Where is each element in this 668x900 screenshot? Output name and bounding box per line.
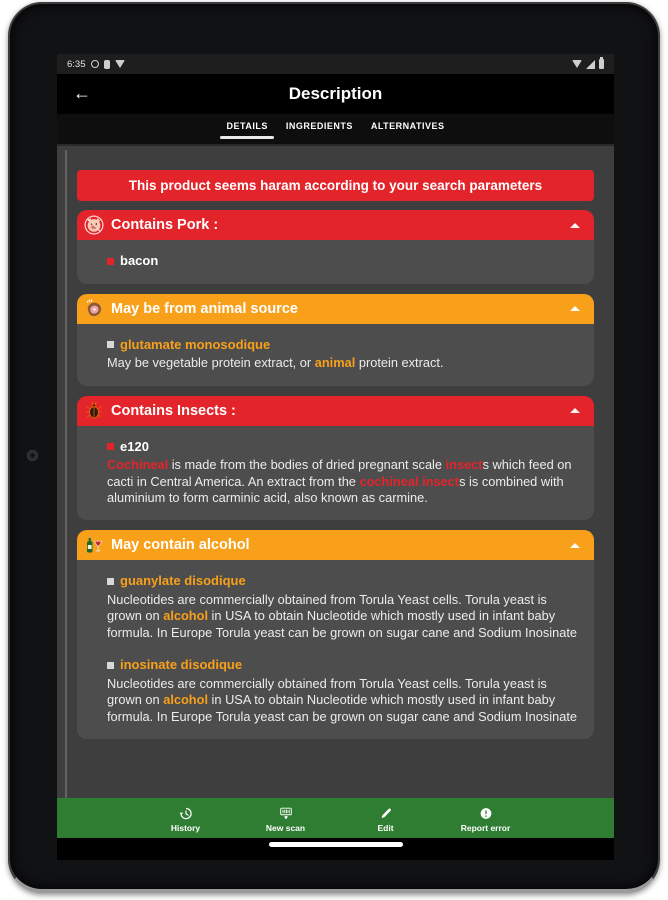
ingredient-name [107, 573, 580, 590]
barcode-scan-icon [277, 805, 295, 821]
section-title: Contains Pork : [111, 217, 219, 233]
report-error-icon [477, 805, 495, 821]
section-may-contain-alcohol [77, 530, 594, 739]
battery-icon [599, 59, 604, 69]
wifi-icon [572, 60, 582, 68]
history-icon [177, 805, 195, 821]
nav-label: History [170, 823, 201, 833]
collapse-caret-icon [570, 306, 580, 311]
section-title: Contains Insects : [111, 402, 236, 419]
ingredient-name [107, 337, 580, 354]
tab-label: INGREDIENTS [285, 121, 353, 131]
active-tab-underline [220, 136, 273, 139]
highlighted-term: insect [445, 457, 483, 473]
tab-bar [57, 114, 614, 144]
bullet-square-icon [107, 443, 114, 450]
section-body [77, 324, 594, 386]
tab-ingredients[interactable] [286, 121, 353, 144]
ingredient-name-text: bacon [120, 253, 159, 268]
section-contains-pork [77, 210, 594, 284]
tablet-frame [8, 2, 660, 893]
sections-container [77, 210, 594, 739]
ingredient-item-glutamate-monosodique [107, 337, 580, 372]
notification-chip-icon [104, 60, 110, 69]
tab-details[interactable] [226, 121, 267, 144]
ingredient-name-text: guanylate disodique [120, 573, 246, 589]
ingredient-item-e120 [107, 439, 580, 507]
section-header-contains-insects[interactable] [77, 396, 594, 426]
meat-icon [84, 299, 104, 319]
alcohol-icon [84, 535, 104, 555]
insect-icon [84, 401, 104, 421]
ingredient-description: Nucleotides are commercially obtained from Torula Yeast cells. Torula yeast is grown on alcohol in USA to obtain Nucleotide which mostly used in infant baby formula. In Europe Torula yeast can be grown on sugar cane and Sodium Inosinate [107, 675, 577, 724]
section-header-may-be-from-animal-source[interactable] [77, 294, 594, 324]
nav-history[interactable] [136, 798, 236, 838]
ingredient-name-text: glutamate monosodique [120, 336, 271, 352]
ingredient-name [107, 657, 580, 674]
ingredient-name-text: e120 [120, 438, 149, 454]
content-scroll-area[interactable] [57, 144, 614, 798]
nav-label: Edit [377, 823, 394, 833]
highlighted-term: animal [314, 355, 356, 371]
bottom-nav-bar [57, 798, 614, 838]
signal-icon [586, 60, 595, 69]
tab-alternatives[interactable] [371, 121, 445, 144]
collapse-caret-icon [570, 543, 580, 548]
pencil-icon [377, 805, 395, 821]
back-button[interactable]: ← [73, 83, 91, 103]
app-bar [57, 74, 614, 114]
nav-edit[interactable] [336, 798, 436, 838]
status-clock: 6:35 [67, 58, 86, 70]
status-bar [57, 54, 614, 74]
device-screen [57, 54, 614, 860]
ingredient-name [107, 253, 580, 270]
ingredient-name-text: inosinate disodique [120, 657, 243, 673]
section-contains-insects [77, 396, 594, 521]
section-header-contains-pork[interactable] [77, 210, 594, 240]
ingredient-description: Cochineal is made from the bodies of dried pregnant scale insects which feed on cacti in Central America. An extract from the cochineal insects is combined with aluminium to form carminic acid, also known as carmine. [107, 457, 572, 505]
ingredient-item-guanylate-disodique [107, 573, 580, 641]
collapse-caret-icon [570, 223, 580, 228]
section-body [77, 240, 594, 284]
pig-forbidden-icon [84, 215, 104, 235]
front-camera [27, 450, 38, 461]
gesture-strip [57, 838, 614, 860]
ingredient-description: Nucleotides are commercially obtained from Torula Yeast cells. Torula yeast is grown on alcohol in USA to obtain Nucleotide which mostly used in infant baby formula. In Europe Torula yeast can be grown on sugar cane and Sodium Inosinate [107, 592, 577, 640]
highlighted-term: alcohol [163, 608, 208, 624]
bullet-square-icon [107, 662, 114, 669]
notification-wifi-icon [115, 60, 125, 68]
ingredient-item-bacon [107, 253, 580, 270]
section-header-may-contain-alcohol[interactable] [77, 530, 594, 560]
tab-label: DETAILS [226, 121, 268, 131]
highlighted-term: alcohol [163, 692, 208, 708]
scrollbar[interactable] [65, 150, 67, 798]
nav-label: Report error [460, 823, 511, 833]
bullet-square-icon [107, 578, 114, 585]
home-indicator[interactable] [269, 842, 403, 847]
page-title: Description [288, 84, 383, 103]
collapse-caret-icon [570, 408, 580, 413]
ingredient-name [107, 439, 580, 456]
nav-report-error[interactable] [436, 798, 536, 838]
ingredient-description: May be vegetable protein extract, or animal protein extract. [107, 355, 444, 371]
section-body [77, 560, 594, 739]
bullet-square-icon [107, 258, 114, 265]
nav-new-scan[interactable] [236, 798, 336, 838]
tab-label: ALTERNATIVES [370, 121, 445, 131]
haram-warning-banner: This product seems haram according to your search parameters [77, 170, 594, 201]
highlighted-term: cochineal insect [359, 473, 460, 489]
notification-ring-icon [91, 60, 99, 68]
section-may-be-from-animal-source [77, 294, 594, 386]
nav-label: New scan [265, 823, 306, 833]
section-title: May be from animal source [111, 300, 298, 317]
highlighted-term: Cochineal [107, 457, 169, 473]
section-title: May contain alcohol [111, 537, 250, 554]
ingredient-item-inosinate-disodique [107, 657, 580, 725]
section-body [77, 426, 594, 521]
bullet-square-icon [107, 341, 114, 348]
